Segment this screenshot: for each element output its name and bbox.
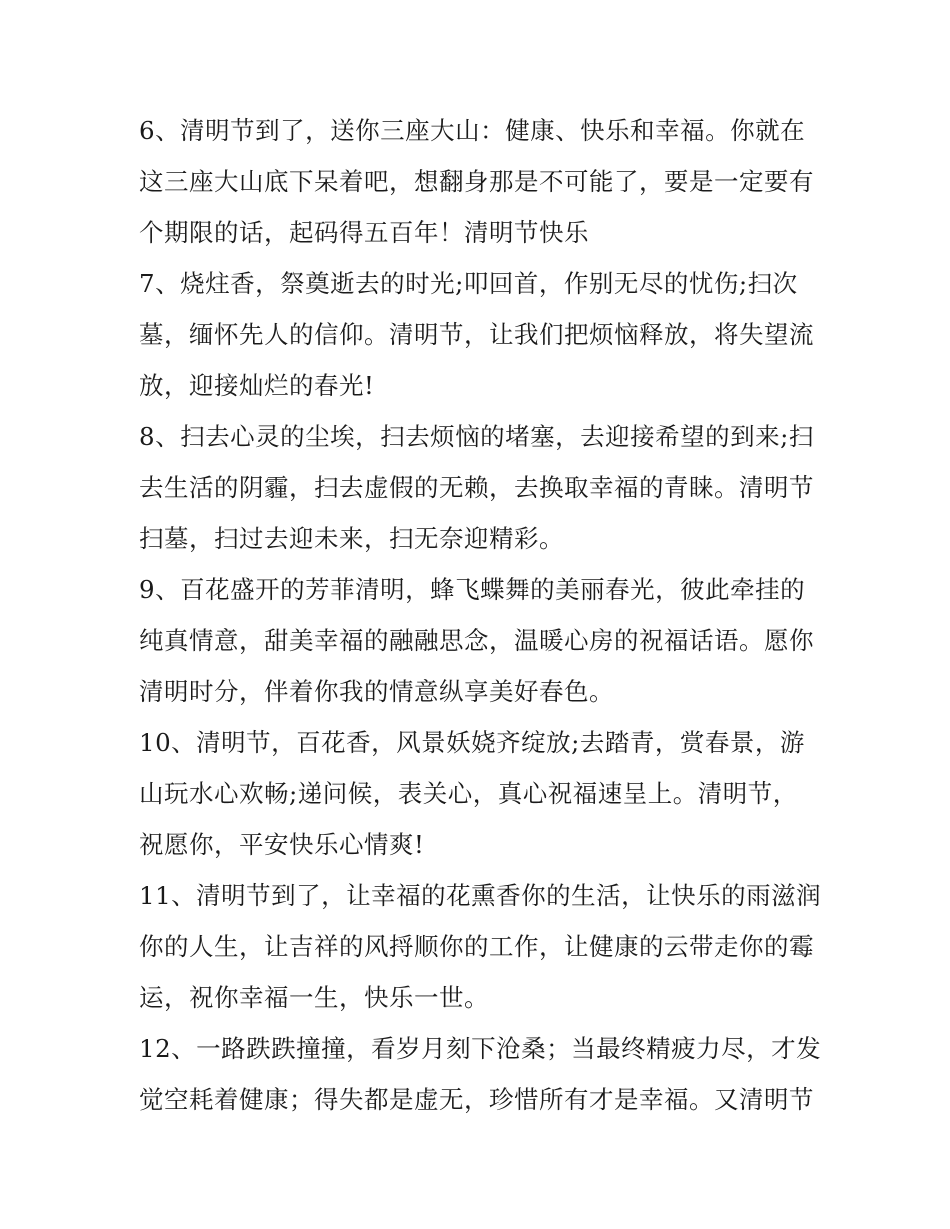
text-line: 这三座大山底下呆着吧，想翻身那是不可能了，要是一定要有 — [139, 167, 814, 196]
text-line: 扫墓，扫过去迎未来，扫无奈迎精彩。 — [139, 524, 564, 553]
text-line: 去生活的阴霾，扫去虚假的无赖，去换取幸福的青睐。清明节 — [139, 473, 814, 502]
text-line: 山玩水心欢畅;递问候，表关心，真心祝福速呈上。清明节， — [139, 779, 798, 808]
text-line: 墓，缅怀先人的信仰。清明节，让我们把烦恼释放，将失望流 — [139, 320, 814, 349]
text-line: 觉空耗着健康；得失都是虚无，珍惜所有才是幸福。又清明节 — [139, 1085, 814, 1114]
text-line: 运，祝你幸福一生，快乐一世。 — [139, 983, 489, 1012]
text-line: 11、清明节到了，让幸福的花熏香你的生活，让快乐的雨滋润 — [139, 881, 822, 910]
text-line: 你的人生，让吉祥的风捋顺你的工作，让健康的云带走你的霉 — [139, 932, 814, 961]
text-line: 放，迎接灿烂的春光! — [139, 371, 375, 400]
text-line: 7、烧炷香，祭奠逝去的时光;叩回首，作别无尽的忧伤;扫次 — [139, 269, 798, 298]
text-line: 个期限的话，起码得五百年！清明节快乐 — [139, 218, 589, 247]
text-line: 8、扫去心灵的尘埃，扫去烦恼的堵塞，去迎接希望的到来;扫 — [139, 422, 814, 451]
text-line: 6、清明节到了，送你三座大山：健康、快乐和幸福。你就在 — [139, 116, 806, 145]
document-body — [139, 105, 822, 1125]
text-line: 12、一路跌跌撞撞，看岁月刻下沧桑；当最终精疲力尽，才发 — [139, 1034, 822, 1063]
text-line: 祝愿你，平安快乐心情爽! — [139, 830, 425, 859]
text-line: 清明时分，伴着你我的情意纵享美好春色。 — [139, 677, 614, 706]
text-line: 纯真情意，甜美幸福的融融思念，温暖心房的祝福话语。愿你 — [139, 626, 814, 655]
text-line: 9、百花盛开的芳菲清明，蜂飞蝶舞的美丽春光，彼此牵挂的 — [139, 575, 806, 604]
text-line: 10、清明节，百花香，风景妖娆齐绽放;去踏青，赏春景，游 — [139, 728, 805, 757]
